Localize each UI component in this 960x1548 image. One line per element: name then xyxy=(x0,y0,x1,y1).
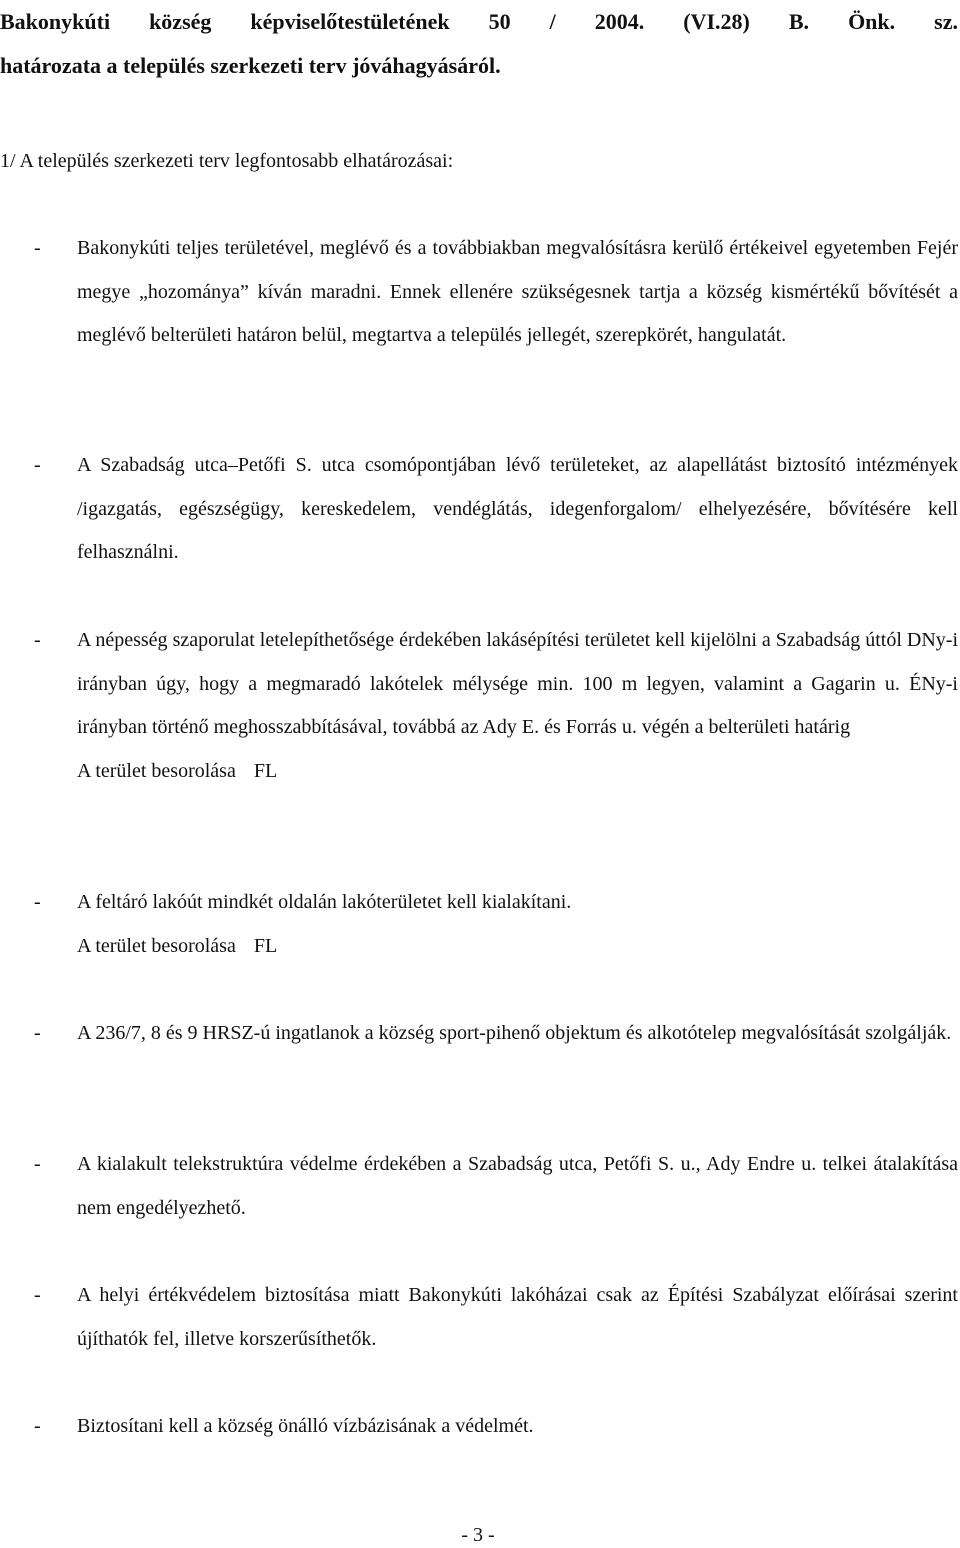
list-bullet: - xyxy=(34,629,41,651)
classification-code: FL xyxy=(253,759,278,782)
list-item xyxy=(0,1405,958,1449)
list-item-text: A helyi értékvédelem biztosítása miatt Bakonykúti lakóházai csak az Építési Szabályzat előírásai szerint újíthatók fel, illetve korszerűsíthetők. xyxy=(77,1284,958,1350)
list-bullet: - xyxy=(34,1415,41,1437)
classification-label: A terület besorolása xyxy=(77,934,236,957)
list-item xyxy=(0,444,958,575)
document-title-line-1: Bakonykúti község képviselőtestületének 50 / 2004. (VI.28) B. Önk. sz. xyxy=(0,9,958,34)
list-item-text: Biztosítani kell a község önálló vízbázisának a védelmét. xyxy=(77,1415,534,1437)
list-item xyxy=(0,227,958,358)
page-number xyxy=(0,1522,960,1548)
list-bullet: - xyxy=(34,237,41,259)
list-bullet: - xyxy=(34,1153,41,1175)
classification-label: A terület besorolása xyxy=(77,759,236,782)
list-item xyxy=(0,1143,958,1230)
list-item xyxy=(0,881,958,968)
list-item-text: A népesség szaporulat letelepíthetősége érdekében lakásépítési területet kell kijelölni a Szabadság úttól DNy-i irányban úgy, hogy a megmaradó lakótelek mélysége min. 100 m legyen, valamint a Gagarin u. ÉNy-i irányban történő meghosszabbításával, továbbá az Ady E. és Forrás u. végén a belterületi határig xyxy=(77,629,958,738)
list-item xyxy=(0,619,958,793)
classification-code: FL xyxy=(253,934,278,957)
document-title-line-2: határozata a település szerkezeti terv jóváhagyásáról. xyxy=(0,53,501,78)
list-bullet: - xyxy=(34,1284,41,1306)
list-item-text: A kialakult telekstruktúra védelme érdekében a Szabadság utca, Petőfi S. u., Ady Endre u. telkei átalakítása nem engedélyezhető. xyxy=(77,1153,958,1219)
list-item xyxy=(0,1012,958,1056)
list-bullet: - xyxy=(34,891,41,913)
section-heading: 1/ A település szerkezeti terv legfontosabb elhatározásai: xyxy=(0,150,454,172)
list-item-text: A Szabadság utca–Petőfi S. utca csomópontjában lévő területeket, az alapellátást biztosító intézmények /igazgatás, egészségügy, kereskedelem, vendéglátás, idegenforgalom/ elhelyezésére, bővítésére kell felhasználni. xyxy=(77,454,958,563)
list-item-text: A 236/7, 8 és 9 HRSZ-ú ingatlanok a község sport-pihenő objektum és alkotótelep megvalósítását szolgálják. xyxy=(77,1022,952,1044)
list-item-text: A feltáró lakóút mindkét oldalán lakóterületet kell kialakítani. xyxy=(77,891,572,913)
page-number-text: - 3 - xyxy=(461,1524,495,1546)
area-classification xyxy=(77,750,958,794)
list-bullet: - xyxy=(34,1022,41,1044)
list-bullet: - xyxy=(34,454,41,476)
area-classification xyxy=(77,925,958,969)
list-item-text: Bakonykúti teljes területével, meglévő és a továbbiakban megvalósításra kerülő értékeivel egyetemben Fejér megye „hozománya” kíván maradni. Ennek ellenére szükségesnek tartja a község kismértékű bővítését a meglévő belterületi határon belül, megtartva a település jellegét, szerepkörét, hangulatát. xyxy=(77,237,958,346)
list-item xyxy=(0,1274,958,1361)
